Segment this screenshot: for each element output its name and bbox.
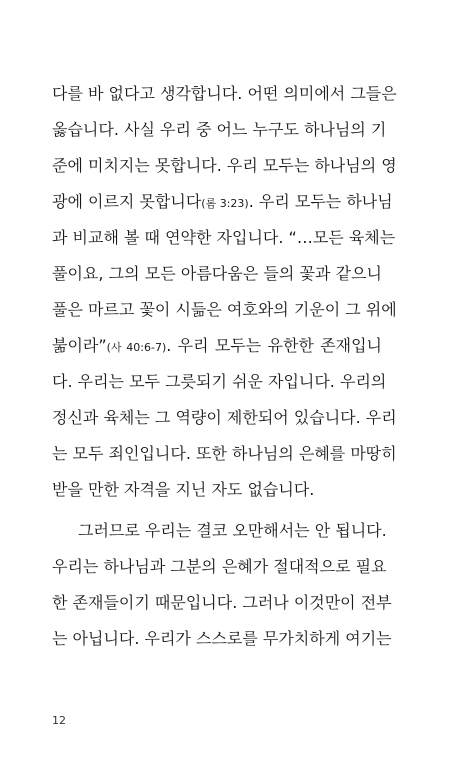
text-line: 풀이요, 그의 모든 아름다움은 들의 꽃과 같으니 — [52, 264, 382, 283]
text-line — [52, 328, 382, 364]
text-line: 과 비교해 볼 때 연약한 자입니다. “…모든 육체는 — [52, 228, 396, 247]
text-segment: . 우리 모두는 유한한 존재입니 — [166, 336, 383, 355]
text-line: 정신과 육체는 그 역량이 제한되어 있습니다. 우리 — [52, 408, 397, 427]
text-line: 한 존재들이기 때문입니다. 그러나 이것만이 전부 — [52, 593, 392, 612]
text-line: 는 모두 죄인입니다. 또한 하나님의 은혜를 마땅히 — [52, 444, 397, 463]
body-text — [52, 76, 397, 657]
text-line: 그러므로 우리는 결코 오만해서는 안 됩니다. — [78, 521, 387, 540]
text-segment: . 우리 모두는 하나님 — [248, 192, 393, 211]
text-line: 풀은 마르고 꽃이 시듦은 여호와의 기운이 그 위에 — [52, 300, 397, 319]
paragraph-2 — [52, 513, 392, 657]
text-segment: 광에 이르지 못합니다 — [52, 192, 202, 211]
text-line: 는 아닙니다. 우리가 스스로를 무가치하게 여기는 — [52, 629, 392, 648]
text-line — [52, 184, 393, 220]
text-line: 다를 바 없다고 생각합니다. 어떤 의미에서 그들은 — [52, 84, 397, 103]
scripture-reference: (사 40:6-7) — [106, 341, 167, 354]
text-line: 다. 우리는 모두 그릇되기 쉬운 자입니다. 우리의 — [52, 372, 387, 391]
paragraph-1 — [52, 76, 397, 508]
scripture-reference: (롬 3:23) — [201, 197, 249, 210]
text-segment: 붊이라” — [52, 336, 107, 355]
text-line: 옳습니다. 사실 우리 중 어느 누구도 하나님의 기 — [52, 120, 387, 139]
text-line: 우리는 하나님과 그분의 은혜가 절대적으로 필요 — [52, 557, 387, 576]
text-line: 준에 미치지는 못합니다. 우리 모두는 하나님의 영 — [52, 156, 397, 175]
page-number: 12 — [52, 714, 66, 727]
text-line: 받을 만한 자격을 지닌 자도 없습니다. — [52, 480, 315, 499]
